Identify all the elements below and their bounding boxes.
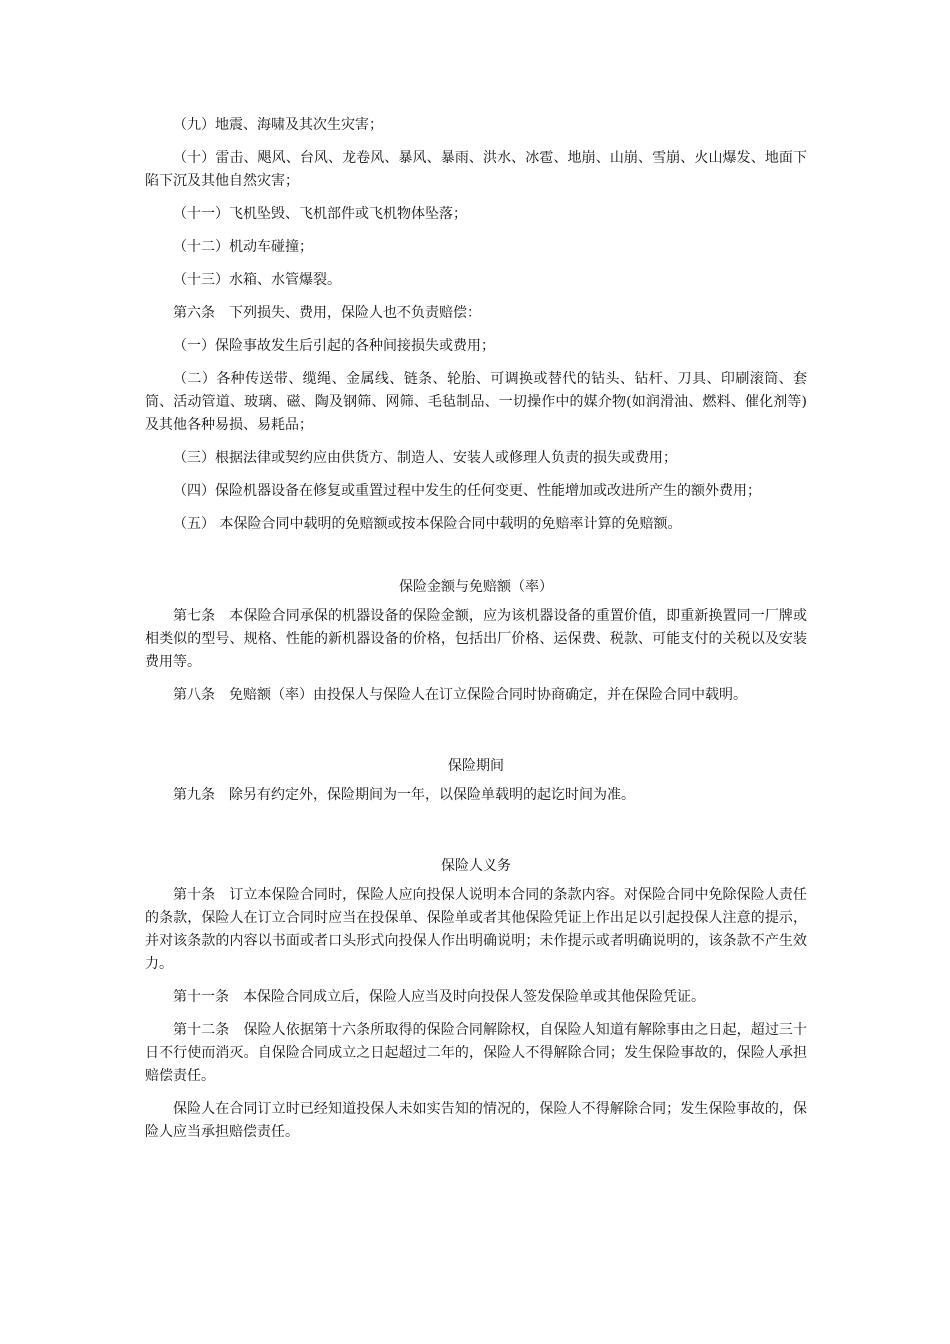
article-12: 第十二条 保险人依据第十六条所取得的保险合同解除权，自保险人知道有解除事由之日起，超过三十日不行使而消灭。自保险合同成立之日起超过二年的，保险人不得解除合同；发生保险事故的，保险人承担赔偿责任。 (145, 1022, 807, 1084)
article-6-item-5: （五） 本保险合同中载明的免赔额或按本保险合同中载明的免赔率计算的免赔额。 (173, 516, 682, 532)
clause-item-13: （十三）水箱、水管爆裂。 (173, 272, 341, 288)
article-6-item-3: （三）根据法律或契约应由供货方、制造人、安装人或修理人负责的损失或费用； (173, 450, 677, 466)
section-spacer (145, 717, 807, 755)
article-7: 第七条 本保险合同承保的机器设备的保险金额，应为该机器设备的重置价值，即重新换置同一厂牌或相类似的型号、规格、性能的新机器设备的价格，包括出厂价格、运保费、税款、可能支付的关税以及安装费用等。 (145, 608, 807, 670)
clause-item-11: （十一）飞机坠毁、飞机部件或飞机物体坠落； (173, 206, 467, 222)
clause-item-10: （十）雷击、飓风、台风、龙卷风、暴风、暴雨、洪水、冰雹、地崩、山崩、雪崩、火山爆发、地面下陷下沉及其他自然灾害； (145, 150, 807, 189)
section-heading-amount: 保险金额与免赔额（率） (399, 579, 553, 595)
section-heading-period: 保险期间 (448, 758, 504, 774)
article-10: 第十条 订立本保险合同时，保险人应向投保人说明本合同的条款内容。对保险合同中免除保险人责任的条款，保险人在订立合同时应当在投保单、保险单或者其他保险凭证上作出足以引起投保人注意的提示，并对该条款的内容以书面或者口头形式向投保人作出明确说明；未作提示或者明确说明的，该条款不产生效力。 (145, 887, 807, 972)
article-6-item-1: （一）保险事故发生后引起的各种间接损失或费用； (173, 338, 495, 354)
article-9: 第九条 除另有约定外，保险期间为一年，以保险单载明的起讫时间为准。 (173, 787, 635, 803)
article-6-item-2: （二）各种传送带、缆绳、金属线、链条、轮胎、可调换或替代的钻头、钻杆、刀具、印刷滚筒、套筒、活动管道、玻璃、磁、陶及钢筛、网筛、毛毡制品、一切操作中的媒介物(如润滑油、燃料、催化剂等) 及其他各种易损、易耗品； (145, 371, 807, 433)
document-body (145, 114, 807, 1154)
article-6-item-4: （四）保险机器设备在修复或重置过程中发生的任何变更、性能增加或改进所产生的额外费用； (173, 483, 761, 499)
section-spacer (145, 817, 807, 855)
clause-item-12: （十二）机动车碰撞； (173, 239, 313, 255)
article-8: 第八条 免赔额（率）由投保人与保险人在订立保险合同时协商确定，并在保险合同中载明。 (173, 687, 747, 703)
article-6-intro: 第六条 下列损失、费用，保险人也不负责赔偿： (173, 305, 481, 321)
section-spacer (145, 546, 807, 576)
article-11: 第十一条 本保险合同成立后，保险人应当及时向投保人签发保险单或其他保险凭证。 (173, 989, 705, 1005)
article-12-supplement: 保险人在合同订立时已经知道投保人未如实告知的情况的，保险人不得解除合同；发生保险事故的，保险人应当承担赔偿责任。 (145, 1101, 807, 1140)
section-heading-duties: 保险人义务 (441, 858, 511, 874)
clause-item-9: （九）地震、海啸及其次生灾害； (173, 117, 383, 133)
